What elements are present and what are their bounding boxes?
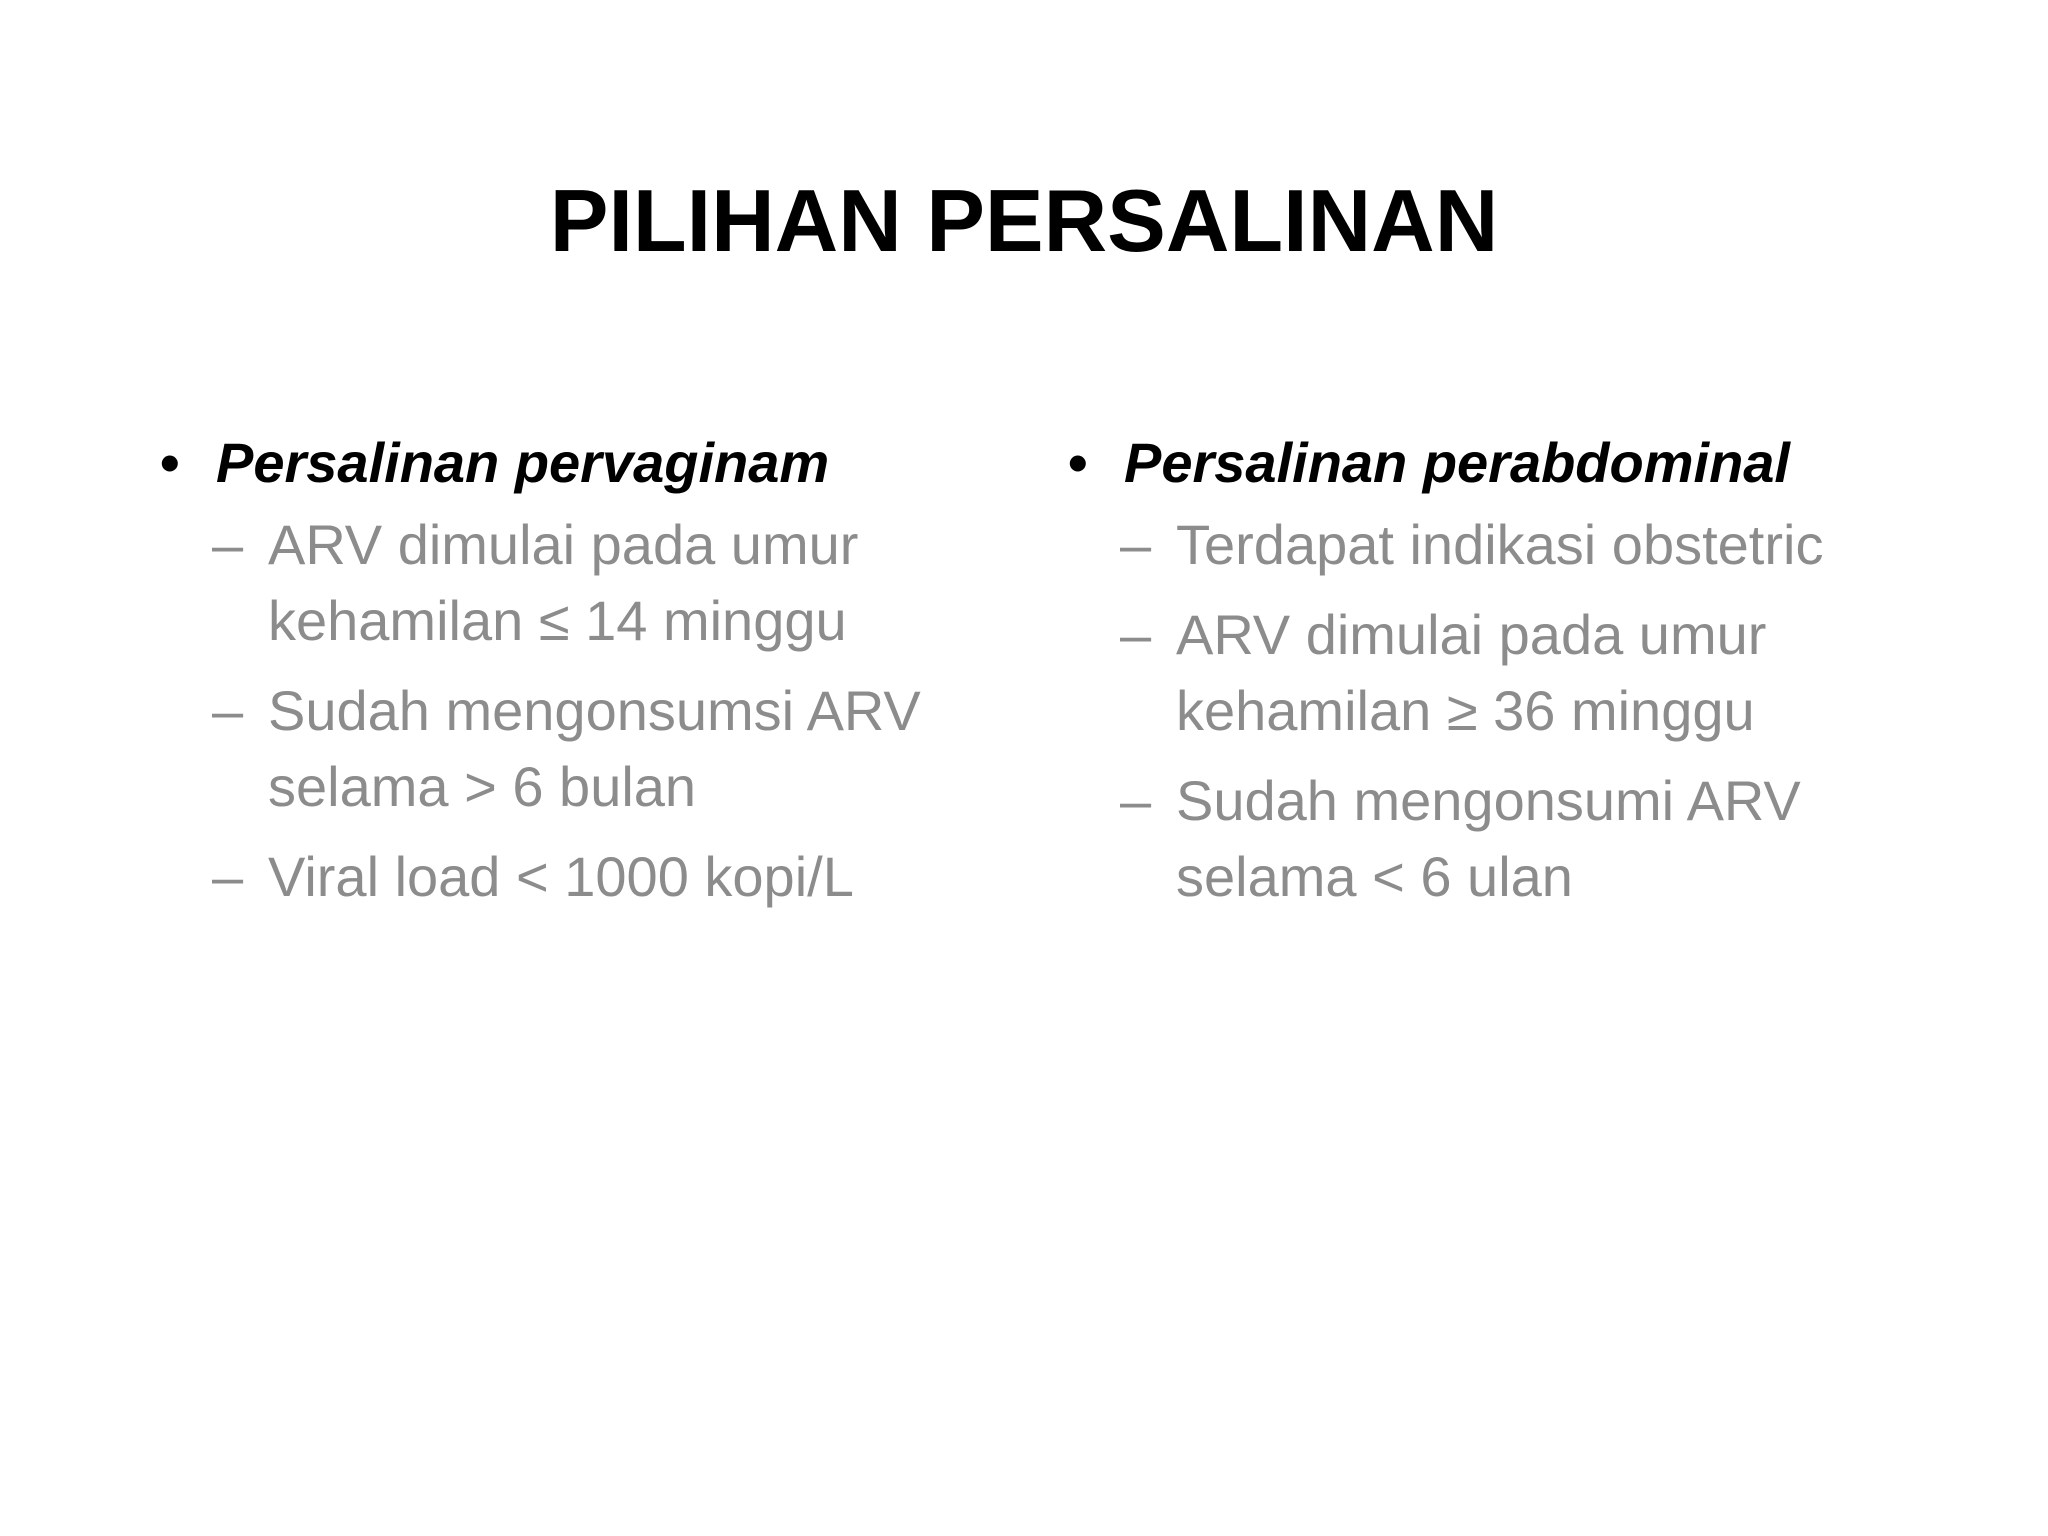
- left-column-heading: [160, 425, 980, 501]
- dash-icon: –: [212, 845, 244, 908]
- left-column-list: [160, 507, 980, 915]
- dash-icon: –: [212, 679, 244, 742]
- list-item: [1068, 597, 1888, 749]
- right-column-heading-text: Persalinan perabdominal: [1124, 431, 1790, 494]
- list-item: [1068, 763, 1888, 915]
- list-item-text: Viral load < 1000 kopi/L: [268, 845, 854, 908]
- list-item-text: ARV dimulai pada umur kehamilan ≤ 14 minggu: [268, 513, 859, 652]
- dash-icon: –: [1120, 603, 1152, 666]
- right-column-list: [1068, 507, 1888, 915]
- list-item: [160, 839, 980, 915]
- list-item-text: Sudah mengonsumi ARV selama < 6 ulan: [1176, 769, 1801, 908]
- slide-title: PILIHAN PERSALINAN: [549, 171, 1499, 270]
- dash-icon: –: [1120, 769, 1152, 832]
- right-column: [1068, 425, 1888, 929]
- list-item-text: Terdapat indikasi obstetric: [1176, 513, 1824, 576]
- bullet-icon: •: [1068, 431, 1088, 494]
- list-item: [160, 673, 980, 825]
- left-column-heading-text: Persalinan pervaginam: [216, 431, 830, 494]
- dash-icon: –: [1120, 513, 1152, 576]
- dash-icon: –: [212, 513, 244, 576]
- list-item-text: Sudah mengonsumsi ARV selama > 6 bulan: [268, 679, 921, 818]
- list-item-text: ARV dimulai pada umur kehamilan ≥ 36 minggu: [1176, 603, 1767, 742]
- left-column: [160, 425, 980, 929]
- bullet-icon: •: [160, 431, 180, 494]
- list-item: [160, 507, 980, 659]
- list-item: [1068, 507, 1888, 583]
- right-column-heading: [1068, 425, 1888, 501]
